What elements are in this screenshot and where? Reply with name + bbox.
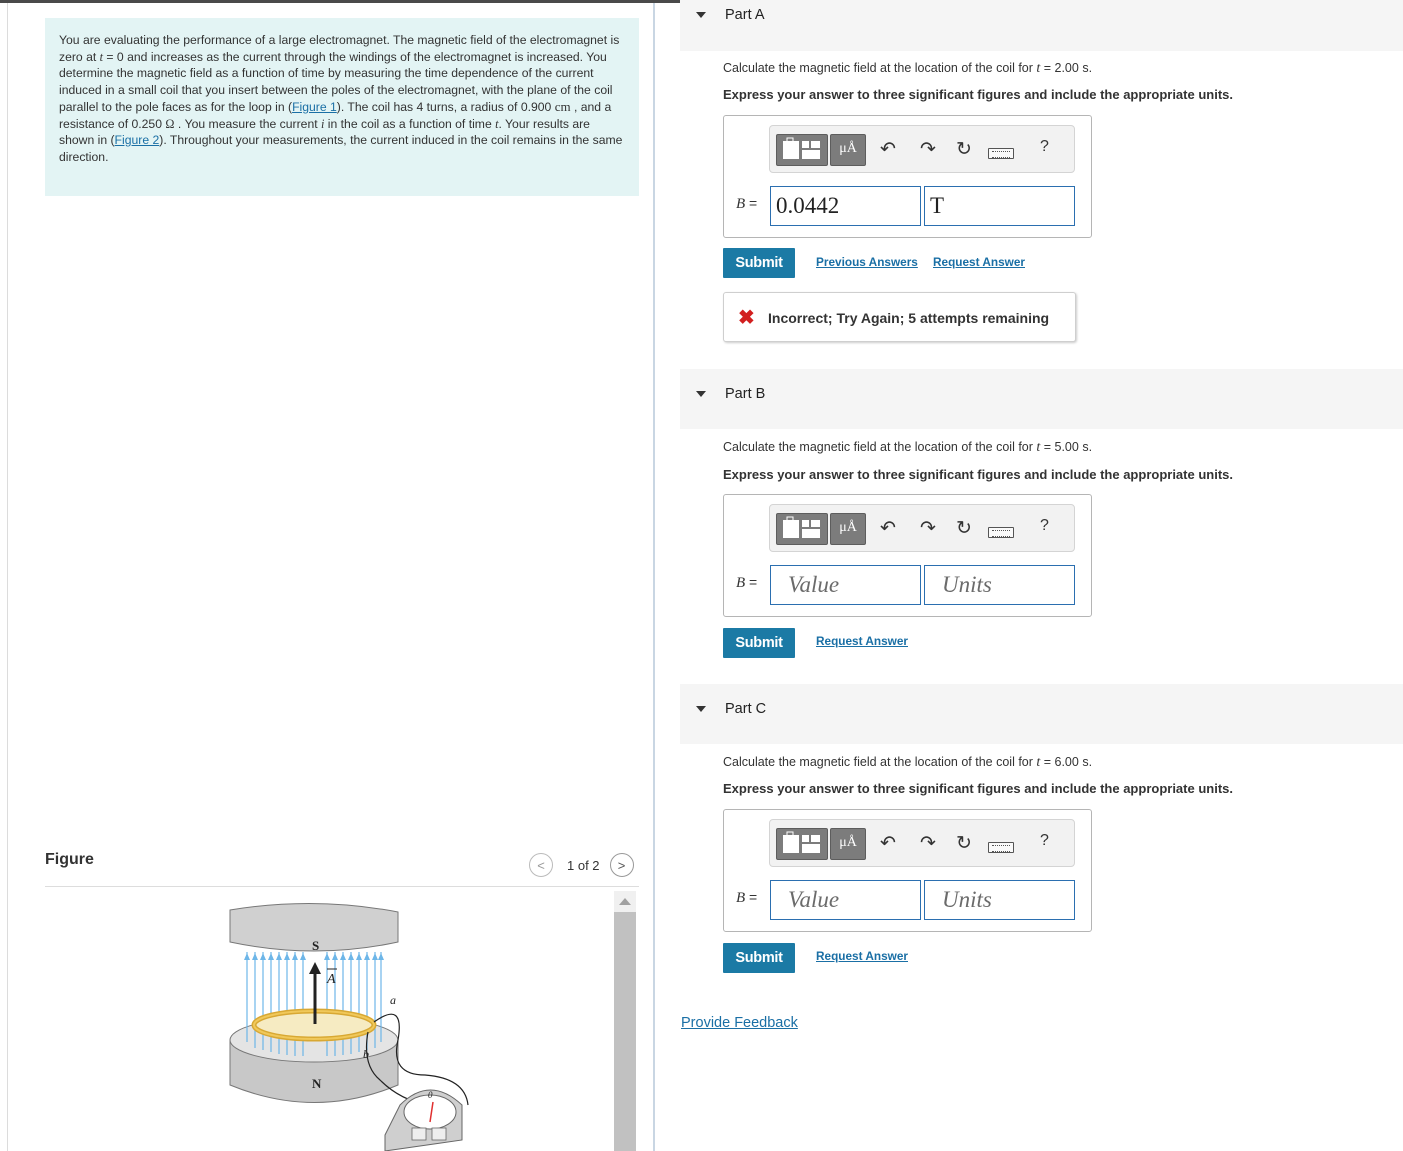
- units-button[interactable]: μÅ: [830, 513, 866, 545]
- part-a-instruction: Express your answer to three significant figures and include the appropriate units.: [723, 87, 1233, 102]
- problem-text: = 0 and increases as the current through the windings of the electromagnet is increased. You determine the magnetic field as a function of time by measuring the time dependence of the current induced in a small coil that you insert between the poles of the electromagnet, with the plane of the coil parallel to the pole faces as for the loop in (: [59, 49, 613, 114]
- feedback-message: [723, 292, 1076, 342]
- part-a-submit-button[interactable]: Submit: [723, 248, 795, 278]
- undo-icon[interactable]: ↶: [880, 518, 896, 539]
- request-answer-link[interactable]: Request Answer: [933, 255, 1025, 269]
- var-t: t: [99, 49, 104, 64]
- units-button[interactable]: μÅ: [830, 828, 866, 860]
- chevron-right-icon: >: [617, 857, 626, 873]
- incorrect-x-icon: ✖: [738, 307, 755, 329]
- help-icon[interactable]: ?: [1040, 138, 1049, 155]
- part-c-submit-button[interactable]: Submit: [723, 943, 795, 973]
- templates-button[interactable]: [776, 134, 828, 166]
- units-input[interactable]: T: [924, 186, 1075, 226]
- var-t: t: [1036, 61, 1041, 76]
- question-text: Calculate the magnetic field at the location of the coil for: [723, 61, 1037, 75]
- part-a-question: [723, 61, 1092, 77]
- math-toolbar: [769, 125, 1075, 173]
- templates-button[interactable]: [776, 828, 828, 860]
- help-icon[interactable]: ?: [1040, 832, 1049, 849]
- label-A: A: [327, 972, 336, 987]
- part-c-header[interactable]: [680, 684, 1403, 744]
- left-border: [7, 3, 8, 1151]
- problem-statement: [45, 18, 639, 196]
- value-input[interactable]: Value: [770, 565, 921, 605]
- var-B: B: [736, 575, 746, 591]
- unit-ohm: Ω: [165, 116, 175, 131]
- part-b-question: [723, 440, 1092, 456]
- label-b: b: [363, 1047, 369, 1061]
- keyboard-icon[interactable]: [988, 842, 1014, 853]
- problem-text: in the coil as a function of time: [324, 116, 496, 131]
- part-c-answer-box: [723, 809, 1092, 932]
- var-B: B: [736, 196, 746, 212]
- part-b-instruction: Express your answer to three significant figures and include the appropriate units.: [723, 467, 1233, 482]
- question-text: = 5.00 s.: [1040, 440, 1093, 454]
- caret-down-icon[interactable]: [696, 12, 706, 18]
- request-answer-link[interactable]: Request Answer: [816, 949, 908, 963]
- part-b-header[interactable]: [680, 369, 1403, 429]
- units-button[interactable]: μÅ: [830, 134, 866, 166]
- provide-feedback-link[interactable]: Provide Feedback: [681, 1015, 798, 1031]
- part-c-title[interactable]: Part C: [725, 701, 767, 717]
- figure-scrollbar-thumb[interactable]: [614, 912, 636, 1151]
- reset-icon[interactable]: ↻: [956, 139, 972, 160]
- feedback-text: Incorrect; Try Again; 5 attempts remaining: [768, 310, 1050, 326]
- templates-icon: [777, 135, 827, 165]
- part-c-instruction: Express your answer to three significant figures and include the appropriate units.: [723, 781, 1233, 796]
- galvanometer-icon: [385, 1090, 462, 1151]
- part-a-header[interactable]: [680, 0, 1403, 51]
- var-t: t: [1036, 755, 1041, 770]
- part-b-answer-box: [723, 494, 1092, 617]
- reset-icon[interactable]: ↻: [956, 518, 972, 539]
- equals-sign: =: [745, 574, 758, 590]
- figure-1-link[interactable]: Figure 1: [292, 99, 337, 114]
- redo-icon[interactable]: ↷: [920, 518, 936, 539]
- label-zero: 0: [428, 1090, 433, 1100]
- problem-text: ). Throughout your measurements, the current induced in the coil remains in the same direction.: [59, 133, 623, 164]
- prev-figure-button[interactable]: [529, 853, 553, 877]
- label-a: a: [390, 993, 396, 1007]
- figure-divider: [45, 886, 639, 887]
- question-text: Calculate the magnetic field at the location of the coil for: [723, 440, 1037, 454]
- redo-icon[interactable]: ↷: [920, 139, 936, 160]
- caret-down-icon[interactable]: [696, 391, 706, 397]
- keyboard-icon[interactable]: [988, 148, 1014, 159]
- math-toolbar: [769, 819, 1075, 867]
- answer-variable-label: [736, 195, 757, 213]
- help-icon[interactable]: ?: [1040, 517, 1049, 534]
- value-input[interactable]: 0.0442: [770, 186, 921, 226]
- value-input[interactable]: Value: [770, 880, 921, 920]
- templates-icon: [777, 514, 827, 544]
- part-a-answer-box: [723, 115, 1092, 238]
- redo-icon[interactable]: ↷: [920, 833, 936, 854]
- chevron-left-icon: <: [537, 857, 545, 873]
- reset-icon[interactable]: ↻: [956, 833, 972, 854]
- part-a-title[interactable]: Part A: [725, 7, 765, 23]
- problem-text: You are evaluating the performance of a large electromagnet. The magnetic field of the electromagnet is zero at: [59, 33, 620, 64]
- part-b-submit-button[interactable]: Submit: [723, 628, 795, 658]
- question-text: Calculate the magnetic field at the location of the coil for: [723, 755, 1037, 769]
- undo-icon[interactable]: ↶: [880, 833, 896, 854]
- pane-divider[interactable]: [653, 3, 655, 1151]
- previous-answers-link[interactable]: Previous Answers: [816, 255, 918, 269]
- math-toolbar: [769, 504, 1075, 552]
- figure-page-label: 1 of 2: [567, 857, 600, 873]
- part-c-question: [723, 755, 1092, 771]
- electromagnet-figure: [200, 900, 490, 1151]
- units-input[interactable]: Units: [924, 565, 1075, 605]
- figure-pager: [529, 852, 634, 878]
- equals-sign: =: [745, 195, 758, 211]
- var-i: i: [321, 116, 325, 131]
- problem-text: ). The coil has 4 turns, a radius of 0.900: [336, 99, 555, 114]
- var-t: t: [1036, 440, 1041, 455]
- request-answer-link[interactable]: Request Answer: [816, 634, 908, 648]
- unit-cm: cm: [554, 98, 571, 114]
- problem-text: . You measure the current: [174, 116, 321, 131]
- figure-title: Figure: [45, 851, 94, 868]
- var-t: t: [495, 116, 499, 131]
- question-text: = 6.00 s.: [1040, 755, 1093, 769]
- undo-icon[interactable]: ↶: [880, 139, 896, 160]
- label-S: S: [312, 938, 320, 953]
- templates-button[interactable]: [776, 513, 828, 545]
- scroll-up-arrow-icon[interactable]: [619, 898, 631, 905]
- part-b-title[interactable]: Part B: [725, 386, 766, 402]
- units-input[interactable]: Units: [924, 880, 1075, 920]
- next-figure-button[interactable]: [610, 853, 634, 877]
- templates-icon: [777, 829, 827, 859]
- caret-down-icon[interactable]: [696, 706, 706, 712]
- problem-text: . Your results are shown in (: [59, 116, 590, 148]
- figure-2-link[interactable]: Figure 2: [114, 133, 160, 148]
- keyboard-icon[interactable]: [988, 527, 1014, 538]
- equals-sign: =: [745, 889, 758, 905]
- answer-variable-label: [736, 889, 757, 907]
- field-arrowheads: [244, 953, 384, 960]
- problem-text: , and a resistance of 0.250: [59, 99, 612, 131]
- label-N: N: [312, 1076, 322, 1091]
- var-B: B: [736, 890, 746, 906]
- question-text: = 2.00 s.: [1040, 61, 1093, 75]
- answer-variable-label: [736, 574, 757, 592]
